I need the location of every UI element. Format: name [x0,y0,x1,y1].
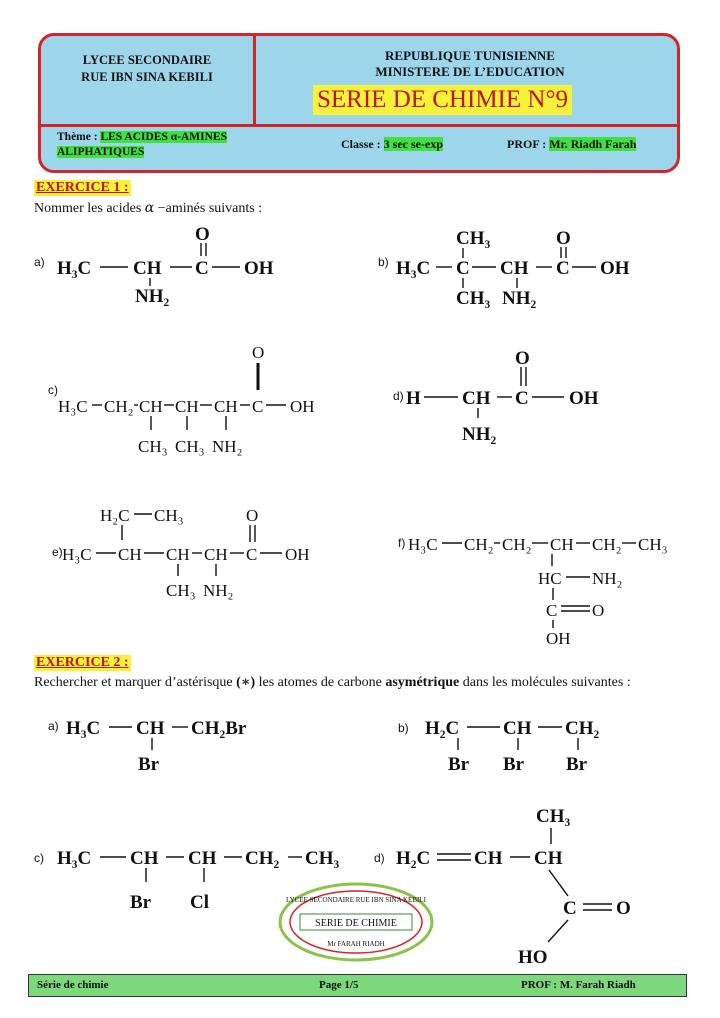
atom-o: O [592,601,605,620]
ex1-text-a: Nommer les acides [34,201,145,216]
atom-oh: OH [290,397,315,416]
atom-ch2: CH₂ [104,397,134,416]
stamp-bottom-text: Mr FARAH RIADH [327,940,385,948]
atom-ch: CH [462,388,491,409]
school-line-2: RUE IBN SINA KEBILI [81,70,213,84]
atom-nh2: NH₂ [592,569,623,588]
atom-ch: CH [534,848,563,869]
footer-right: PROF : M. Farah Riadh [521,979,636,991]
teacher-value: Mr. Riadh Farah [549,137,637,151]
atom-nh2: NH₂ [462,424,497,445]
molecule-1f [398,535,668,648]
atom-ch: CH [130,848,159,869]
atom-nh2: NH₂ [203,581,234,600]
exercise-1-title: EXERCICE 1 : [36,180,129,195]
atom-br: Br [138,754,160,775]
atom-br: Br [130,892,152,913]
atom-ch: CH [474,848,503,869]
atom-ch3-bottom: CH₃ [456,288,491,309]
atom-oh: OH [244,258,274,279]
ex1-alpha: α [144,200,155,216]
atom-ch: CH [118,545,142,564]
atom-h: H [406,388,421,409]
bond [549,870,568,896]
atom-ch: CH [139,397,163,416]
atom-ch3: CH₃ [166,581,196,600]
atom-h3c: H₃C [57,848,92,869]
country-label: REPUBLIQUE TUNISIENNE [385,48,555,63]
atom-ch2: CH₂ [592,535,622,554]
theme-value-line2: ALIPHATIQUES [57,146,145,158]
atom-o: O [515,348,530,369]
atom-o: O [252,343,265,362]
theme-label: Thème : [57,131,101,143]
atom-c: C [563,898,577,919]
atom-c: C [456,258,470,279]
label-2a: a) [48,719,59,733]
atom-ch: CH [175,397,199,416]
atom-ch: CH [204,545,228,564]
ex1-text-b: −aminés suivants : [154,201,263,216]
atom-oh: OH [285,545,310,564]
atom-ch: CH [503,718,532,739]
atom-nh2: NH₂ [135,286,170,307]
label-1a: a) [34,255,45,269]
atom-h3c: H₃C [62,545,92,564]
atom-ch: CH [550,535,574,554]
teacher-label: PROF : [507,137,550,151]
atom-ch3: CH₃ [138,437,168,456]
exercise-2-title: EXERCICE 2 : [36,655,129,670]
atom-ch2: CH₂ [245,848,280,869]
atom-ch3: CH₃ [536,806,571,827]
atom-h3c: H₃C [66,718,101,739]
atom-oh: OH [600,258,630,279]
atom-ch: CH [188,848,217,869]
atom-c: C [195,258,209,279]
atom-o: O [246,506,259,525]
bond [548,920,568,942]
atom-cl: Cl [190,892,209,913]
atom-ch3: CH₃ [154,506,184,525]
footer-left: Série de chimie [37,979,109,991]
atom-o: O [195,224,210,245]
atom-ch: CH [136,718,165,739]
atom-h3c: H₃C [396,258,431,279]
footer-page-number: Page 1/5 [319,979,359,991]
school-stamp [280,884,432,960]
atom-ch3: CH₃ [175,437,205,456]
atom-ch: CH [133,258,162,279]
atom-br: Br [566,754,588,775]
ex2-text-c: dans les molécules suivantes : [459,675,631,690]
atom-ch2: CH₂ [464,535,494,554]
atom-h2c: H₂C [396,848,431,869]
ex2-text-a: Rechercher et marquer d’astérisque [34,675,237,690]
molecule-2b [398,718,600,775]
atom-ch: CH [214,397,238,416]
class-value: 3 sec se-exp [383,137,443,151]
ministry-label: MINISTERE DE L’EDUCATION [375,64,565,79]
atom-hc: HC [538,569,562,588]
atom-c: C [515,388,529,409]
atom-nh2: NH₂ [502,288,537,309]
atom-ho: HO [518,947,548,968]
atom-h3c: H₃C [57,258,92,279]
atom-nh2: NH₂ [212,437,243,456]
atom-h3c: H₃C [408,535,438,554]
label-2c: c) [34,851,44,865]
atom-ch: CH [500,258,529,279]
atom-h2c: H₂C [425,718,460,739]
atom-h2c: H₂C [100,506,130,525]
molecule-2d [374,806,631,968]
ex2-text-b: les atomes de carbone [255,675,386,690]
theme-value-line1: LES ACIDES α-AMINES [100,131,227,143]
atom-br: Br [503,754,525,775]
atom-c: C [252,397,264,416]
label-1b: b) [378,255,389,269]
molecule-1b [378,228,630,309]
ex2-asterisk: (∗) [236,675,256,690]
label-1c: c) [48,383,58,397]
label-1d: d) [393,389,404,403]
label-2b: b) [398,721,409,735]
atom-ch3: CH₃ [305,848,340,869]
atom-c: C [556,258,570,279]
atom-oh: OH [546,629,571,648]
atom-h3c: H₃C [58,397,88,416]
label-1e: e) [52,545,63,559]
atom-br: Br [448,754,470,775]
atom-ch2br: CH₂Br [191,718,247,739]
atom-c: C [546,601,558,620]
atom-ch2: CH₂ [565,718,600,739]
ex2-keyword: asymétrique [385,675,460,690]
molecule-2a [48,718,247,775]
atom-oh: OH [569,388,599,409]
stamp-center-text: SERIE DE CHIMIE [315,918,397,929]
page-footer [28,974,687,997]
page-title: SERIE DE CHIMIE N°9 [313,85,572,115]
school-line-1: LYCEE SECONDAIRE [82,53,212,67]
atom-ch3: CH₃ [638,535,668,554]
atom-o: O [556,228,571,249]
molecule-1c [48,343,315,456]
atom-o: O [616,898,631,919]
class-label: Classe : [341,137,384,151]
atom-ch2: CH₂ [502,535,532,554]
molecule-1d [393,348,599,445]
atom-ch3-top: CH₃ [456,228,491,249]
atom-c: C [246,545,258,564]
molecule-1a [34,224,274,307]
molecule-1e [52,506,310,600]
atom-ch: CH [166,545,190,564]
label-2d: d) [374,851,385,865]
label-1f: f) [398,536,406,550]
stamp-top-text: LYCEE SECONDAIRE RUE IBN SINA KEBILI [286,896,426,904]
